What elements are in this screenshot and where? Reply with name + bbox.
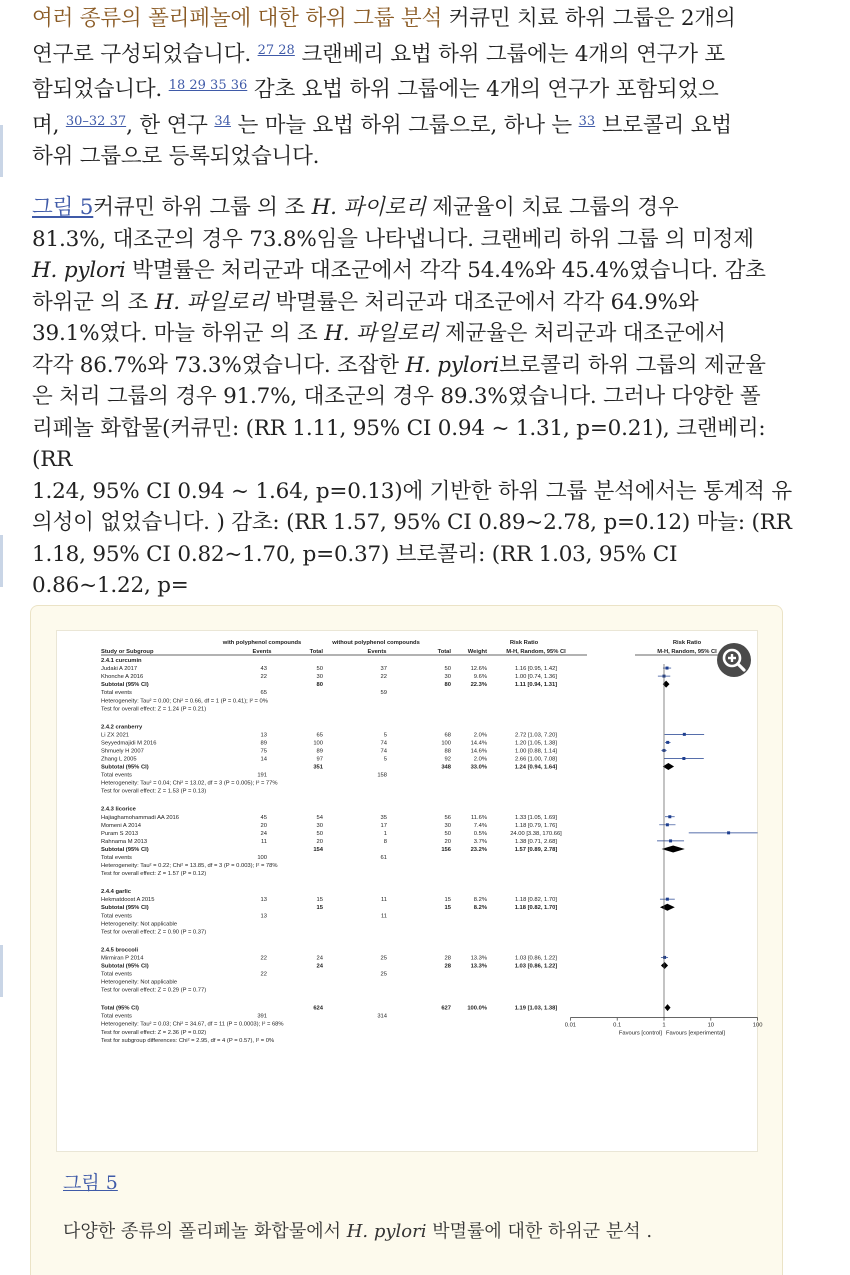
text: 브로콜리 요법 <box>601 112 732 138</box>
study-label: Judaki A 2017 <box>101 666 138 673</box>
events-with: 14 <box>260 756 267 763</box>
total-with: 65 <box>316 732 323 739</box>
text: 리페놀 화합물(커큐민: (RR 1.11, 95% CI 0.94 ~ 1.31, p=0.21), 크랜베리: (RR <box>32 415 766 472</box>
text: 다양한 종류의 폴리페놀 화합물에서 <box>63 1221 347 1242</box>
subtotal-label: Subtotal (95% CI) <box>101 846 149 853</box>
subgroup-heading: 2.4.4 garlic <box>101 889 131 896</box>
point-estimate <box>663 956 666 959</box>
text: 감초 요법 하위 그룹에는 4개의 연구가 포함되었으 <box>247 77 719 102</box>
weight-value: 7.4% <box>473 822 487 829</box>
weight-value: 23.2% <box>470 846 487 853</box>
note-text: Test for subgroup differences: Chi² = 2.95, df = 4 (P = 0.57), I² = 0% <box>101 1037 275 1044</box>
weight-value: 0.5% <box>473 830 487 837</box>
note-text: Test for overall effect: Z = 1.53 (P = 0.13) <box>101 788 207 795</box>
risk-ratio-ci: 1.19 [1.03, 1.38] <box>514 1005 558 1012</box>
study-label: Momeni A 2014 <box>101 822 141 829</box>
total-with: 54 <box>316 814 323 821</box>
note-text: Heterogeneity: Tau² = 0.00; Chi² = 0.66, df = 1 (P = 0.41); I² = 0% <box>101 698 268 705</box>
citation-link[interactable]: 34 <box>214 113 231 129</box>
text: 1.18, 95% CI 0.82~1.70, p=0.37) 브로콜리: (RR 1.03, 95% CI 0.86~1.22, p= <box>32 541 678 598</box>
header-study: Study or Subgroup <box>101 649 154 655</box>
risk-ratio-ci: 1.03 [0.86, 1.22] <box>514 963 558 970</box>
total-with: 30 <box>316 674 323 681</box>
study-label: Zhang L 2005 <box>101 756 137 763</box>
risk-ratio-ci: 1.24 [0.94, 1.64] <box>514 764 558 771</box>
risk-ratio-ci: 1.18 [0.79, 1.76] <box>515 822 557 829</box>
risk-ratio-ci: 1.00 [0.88, 1.14] <box>515 748 557 755</box>
total-without: 88 <box>444 748 451 755</box>
total-with: 351 <box>313 764 323 771</box>
total-with: 15 <box>316 897 323 904</box>
weight-value: 13.3% <box>470 963 487 970</box>
weight-value: 14.4% <box>470 740 487 747</box>
risk-ratio-ci: 1.57 [0.89, 2.78] <box>514 846 558 853</box>
events-without: 59 <box>380 690 387 697</box>
study-label: Khonche A 2016 <box>101 674 144 681</box>
events-label: Total events <box>101 690 132 697</box>
citation-link[interactable]: 30–32 37 <box>65 113 127 129</box>
note-text: Heterogeneity: Tau² = 0.04; Chi² = 13.02, df = 3 (P = 0.005); I² = 77% <box>101 780 278 787</box>
subtotal-label: Total (95% CI) <box>101 1005 139 1012</box>
text: 커큐민 치료 하위 그룹은 2개의 <box>442 6 736 31</box>
total-without: 156 <box>441 846 451 853</box>
point-estimate <box>668 815 671 818</box>
events-with: 22 <box>260 955 267 962</box>
text: 하위군 의 조 <box>32 289 155 315</box>
risk-ratio-ci: 1.00 [0.74, 1.36] <box>515 674 557 681</box>
figure-5-link[interactable]: 그림 5 <box>32 195 94 220</box>
pooled-diamond <box>663 763 674 770</box>
study-label: Li ZX 2021 <box>101 732 130 739</box>
italic-text: H. 파일로리 <box>324 321 439 346</box>
paragraph-eradication-rates <box>32 192 792 633</box>
study-label: Puram S 2013 <box>101 830 139 837</box>
favours-experimental-label: Favours [experimental] <box>666 1030 725 1037</box>
citation-link[interactable]: 27 28 <box>257 42 295 58</box>
x-axis-tick-label: 0.1 <box>613 1022 622 1029</box>
events-with: 20 <box>260 822 267 829</box>
total-with: 100 <box>313 740 323 747</box>
weight-value: 22.3% <box>470 682 487 689</box>
total-without: 15 <box>444 897 451 904</box>
weight-value: 2.0% <box>473 756 487 763</box>
total-with: 24 <box>316 963 323 970</box>
total-with: 624 <box>313 1005 323 1012</box>
study-label: Hekmatdoost A 2015 <box>101 897 155 904</box>
weight-value: 3.7% <box>473 838 487 845</box>
figure-caption <box>63 1217 652 1243</box>
note-text: Test for overall effect: Z = 1.24 (P = 0.21) <box>101 706 207 713</box>
events-with: 11 <box>260 838 267 845</box>
text: 는 마늘 요법 하위 그룹으로, 하나 는 <box>237 112 572 138</box>
text: 은 처리 그룹의 경우 91.7%, 대조군의 경우 89.3%였습니다. 그러나 다양한 폴 <box>32 384 761 409</box>
events-without: 1 <box>383 830 387 837</box>
citation-link[interactable]: 18 29 35 36 <box>168 78 248 93</box>
subgroup-heading: 2.4.1 curcumin <box>101 658 142 664</box>
text: 박멸률은 처리군과 대조군에서 각각 54.4%와 45.4%였습니다. 감초 <box>125 258 766 283</box>
italic-text: H. pylori <box>32 258 126 283</box>
events-with: 13 <box>260 897 267 904</box>
weight-value: 9.6% <box>473 674 487 681</box>
pooled-diamond <box>662 845 685 852</box>
pooled-diamond <box>660 904 675 911</box>
point-estimate <box>727 831 730 834</box>
figure-5-caption-link[interactable]: 그림 5 <box>63 1172 118 1194</box>
note-text: Heterogeneity: Not applicable <box>101 921 178 928</box>
events-with: 22 <box>260 674 267 681</box>
text: 1.24, 95% CI 0.94 ~ 1.64, p=0.13)에 기반한 하위 그룹 분석에서는 통계적 유 <box>32 478 792 504</box>
study-label: Seyyedmajidi M 2016 <box>101 740 157 747</box>
note-text: Test for overall effect: Z = 1.57 (P = 0.12) <box>101 871 207 878</box>
study-label: Hajiaghamohammadi AA 2016 <box>101 814 179 821</box>
events-without: 5 <box>383 756 387 763</box>
study-label: Shmuely H 2007 <box>101 748 144 755</box>
point-estimate <box>682 757 685 760</box>
subtotal-label: Subtotal (95% CI) <box>101 963 149 970</box>
events-without: 61 <box>380 855 387 861</box>
risk-ratio-ci: 1.20 [1.05, 1.38] <box>515 740 557 747</box>
pooled-diamond <box>661 962 668 969</box>
text: 제균율이 치료 그룹의 경우 <box>425 195 679 220</box>
events-without: 37 <box>380 666 387 673</box>
weight-value: 12.6% <box>470 666 487 673</box>
text: 크랜베리 요법 하위 그룹에는 4개의 연구가 포 <box>294 41 725 67</box>
total-without: 28 <box>444 955 451 962</box>
point-estimate <box>666 741 669 744</box>
events-without: 11 <box>380 913 387 920</box>
note-text: Test for overall effect: Z = 0.90 (P = 0.37) <box>101 929 207 936</box>
x-axis-tick-label: 1 <box>662 1022 666 1029</box>
events-label: Total events <box>101 1013 132 1020</box>
total-with: 50 <box>316 830 323 837</box>
point-estimate <box>666 667 669 670</box>
header-method: M-H, Random, 95% CI <box>506 649 566 655</box>
header-with-group: with polyphenol compounds <box>222 640 302 646</box>
header-events-with: Events <box>252 649 272 655</box>
total-without: 68 <box>444 732 451 739</box>
subgroup-heading: 2.4.3 licorice <box>101 806 136 813</box>
risk-ratio-ci: 2.72 [1.03, 7.20] <box>515 732 557 739</box>
header-risk-ratio: Risk Ratio <box>509 640 539 646</box>
events-with: 13 <box>260 913 267 920</box>
total-with: 89 <box>316 748 323 755</box>
text: 커큐민 하위 그룹 의 조 <box>93 195 312 220</box>
italic-text: H. pylori <box>346 1221 427 1242</box>
text: 81.3%, 대조군의 경우 73.8%임을 나타냅니다. 크랜베리 하위 그룹 의 미정제 <box>32 226 754 252</box>
subgroup-heading: 2.4.2 cranberry <box>101 724 143 731</box>
text: 함되었습니다. <box>32 77 163 102</box>
header-risk-ratio-plot: Risk Ratio <box>672 640 702 646</box>
italic-text: H. pylori <box>405 352 499 378</box>
events-with: 65 <box>260 690 267 697</box>
weight-value: 2.0% <box>473 732 487 739</box>
events-with: 24 <box>260 830 267 837</box>
point-estimate <box>666 898 669 901</box>
total-without: 15 <box>444 905 451 912</box>
events-without: 314 <box>377 1013 387 1020</box>
total-without: 100 <box>441 740 451 747</box>
total-with: 97 <box>316 756 323 763</box>
favours-control-label: Favours [control] <box>618 1030 662 1037</box>
text: 각각 86.7%와 73.3%였습니다. 조잡한 <box>32 352 406 378</box>
events-with: 22 <box>260 971 267 978</box>
total-with: 154 <box>313 846 323 853</box>
note-text: Test for overall effect: Z = 2.36 (P = 0.02) <box>101 1029 207 1036</box>
zoom-glyph <box>717 643 751 677</box>
total-without: 348 <box>441 764 451 771</box>
study-label: Rahnama M 2013 <box>101 838 148 845</box>
total-with: 24 <box>316 955 323 962</box>
risk-ratio-ci: 1.38 [0.71, 2.68] <box>515 838 557 845</box>
note-text: Test for overall effect: Z = 0.29 (P = 0.77) <box>101 987 207 994</box>
total-without: 28 <box>444 963 451 970</box>
events-without: 25 <box>380 971 387 978</box>
total-without: 80 <box>444 682 451 689</box>
weight-value: 33.0% <box>470 764 487 771</box>
events-without: 158 <box>377 772 387 779</box>
total-without: 56 <box>444 814 451 821</box>
risk-ratio-ci: 1.18 [0.82, 1.70] <box>514 905 558 912</box>
note-text: Heterogeneity: Tau² = 0.03; Chi² = 34.67, df = 11 (P = 0.0003); I² = 68% <box>101 1021 284 1028</box>
events-label: Total events <box>101 772 132 779</box>
events-without: 74 <box>380 740 387 747</box>
header-total-without: Total <box>437 649 451 655</box>
total-with: 15 <box>316 905 323 912</box>
risk-ratio-ci: 1.18 [0.82, 1.70] <box>515 897 557 904</box>
total-with: 20 <box>316 838 323 845</box>
risk-ratio-ci: 1.16 [0.95, 1.42] <box>515 666 557 673</box>
text: 39.1%였다. 마늘 하위군 의 조 <box>32 321 325 346</box>
x-axis-tick-label: 0.01 <box>564 1022 577 1029</box>
events-without: 35 <box>380 814 387 821</box>
events-with: 45 <box>260 814 267 821</box>
total-without: 50 <box>444 830 451 837</box>
total-with: 30 <box>316 822 323 829</box>
point-estimate <box>669 839 672 842</box>
total-without: 627 <box>441 1005 451 1012</box>
figure-card <box>30 605 783 1275</box>
total-without: 30 <box>444 674 451 681</box>
study-label: Mirmiran P 2014 <box>101 955 144 962</box>
weight-value: 13.3% <box>470 955 487 962</box>
risk-ratio-ci: 1.03 [0.86, 1.22] <box>515 955 557 962</box>
note-text: Heterogeneity: Tau² = 0.22; Chi² = 13.85, df = 3 (P = 0.003); I² = 78% <box>101 863 278 870</box>
paragraph-subgroup-composition <box>32 3 792 173</box>
risk-ratio-ci: 1.11 [0.94, 1.31] <box>514 682 558 689</box>
pooled-diamond <box>665 1004 671 1011</box>
events-with: 43 <box>260 666 267 673</box>
highlighted-phrase: 여러 종류의 폴리페놀에 대한 하위 그룹 분석 <box>32 6 443 31</box>
subtotal-label: Subtotal (95% CI) <box>101 764 149 771</box>
events-with: 89 <box>260 740 267 747</box>
text: , 한 연구 <box>126 112 208 138</box>
events-without: 22 <box>380 674 387 681</box>
header-without-group: without polyphenol compounds <box>332 640 420 646</box>
header-total-with: Total <box>309 649 323 655</box>
events-with: 391 <box>257 1013 267 1020</box>
point-estimate <box>666 823 669 826</box>
text: 박멸률은 처리군과 대조군에서 각각 64.9%와 <box>268 289 699 315</box>
weight-value: 100.0% <box>467 1005 487 1012</box>
text: 브로콜리 하위 그룹의 제균율 <box>498 352 766 378</box>
events-label: Total events <box>101 913 132 920</box>
x-axis-tick-label: 100 <box>752 1022 763 1029</box>
risk-ratio-ci: 24.00 [3.38, 170.66] <box>510 830 562 837</box>
header-events-without: Events <box>367 649 387 655</box>
events-without: 17 <box>380 822 387 829</box>
events-with: 100 <box>257 855 267 861</box>
events-with: 191 <box>257 772 267 779</box>
italic-text: H. 파이로리 <box>311 195 426 220</box>
header-method-plot: M-H, Random, 95% CI <box>657 649 717 655</box>
weight-value: 11.6% <box>470 814 487 821</box>
subtotal-label: Subtotal (95% CI) <box>101 905 149 912</box>
total-without: 50 <box>444 666 451 673</box>
italic-text: H. 파일로리 <box>154 289 269 315</box>
weight-value: 8.2% <box>473 897 487 904</box>
risk-ratio-ci: 1.33 [1.05, 1.69] <box>515 814 557 821</box>
text: 의성이 없었습니다. ) 감초: (RR 1.57, 95% CI 0.89~2.78, p=0.12) 마늘: (RR <box>32 510 792 535</box>
events-with: 13 <box>260 732 267 739</box>
total-without: 30 <box>444 822 451 829</box>
events-without: 74 <box>380 748 387 755</box>
text: 박멸률에 대한 하위군 분석 . <box>426 1221 653 1242</box>
events-without: 8 <box>383 838 387 845</box>
text: 며, <box>32 112 60 138</box>
header-weight: Weight <box>467 649 487 655</box>
total-with: 80 <box>316 682 323 689</box>
weight-value: 8.2% <box>473 905 487 912</box>
text: 연구로 구성되었습니다. <box>32 41 251 67</box>
events-without: 25 <box>380 955 387 962</box>
forest-plot <box>57 631 763 1151</box>
subtotal-label: Subtotal (95% CI) <box>101 682 149 689</box>
events-with: 75 <box>260 748 267 755</box>
events-without: 11 <box>380 897 387 904</box>
risk-ratio-ci: 2.66 [1.00, 7.08] <box>515 756 557 763</box>
text: 제균율은 처리군과 대조군에서 <box>438 321 726 346</box>
citation-link[interactable]: 33 <box>578 113 596 129</box>
events-without: 5 <box>383 732 387 739</box>
weight-value: 14.6% <box>470 748 487 755</box>
forest-plot-figure[interactable] <box>56 630 763 1152</box>
total-without: 20 <box>444 838 451 845</box>
point-estimate <box>683 733 686 736</box>
subgroup-heading: 2.4.5 broccoli <box>101 947 139 954</box>
zoom-in-icon[interactable] <box>717 643 751 677</box>
text: 하위 그룹으로 등록되었습니다. <box>32 144 320 169</box>
events-label: Total events <box>101 971 132 978</box>
x-axis-tick-label: 10 <box>707 1022 715 1029</box>
total-without: 92 <box>444 756 451 763</box>
events-label: Total events <box>101 855 132 861</box>
note-text: Heterogeneity: Not applicable <box>101 979 178 986</box>
total-with: 50 <box>316 666 323 673</box>
